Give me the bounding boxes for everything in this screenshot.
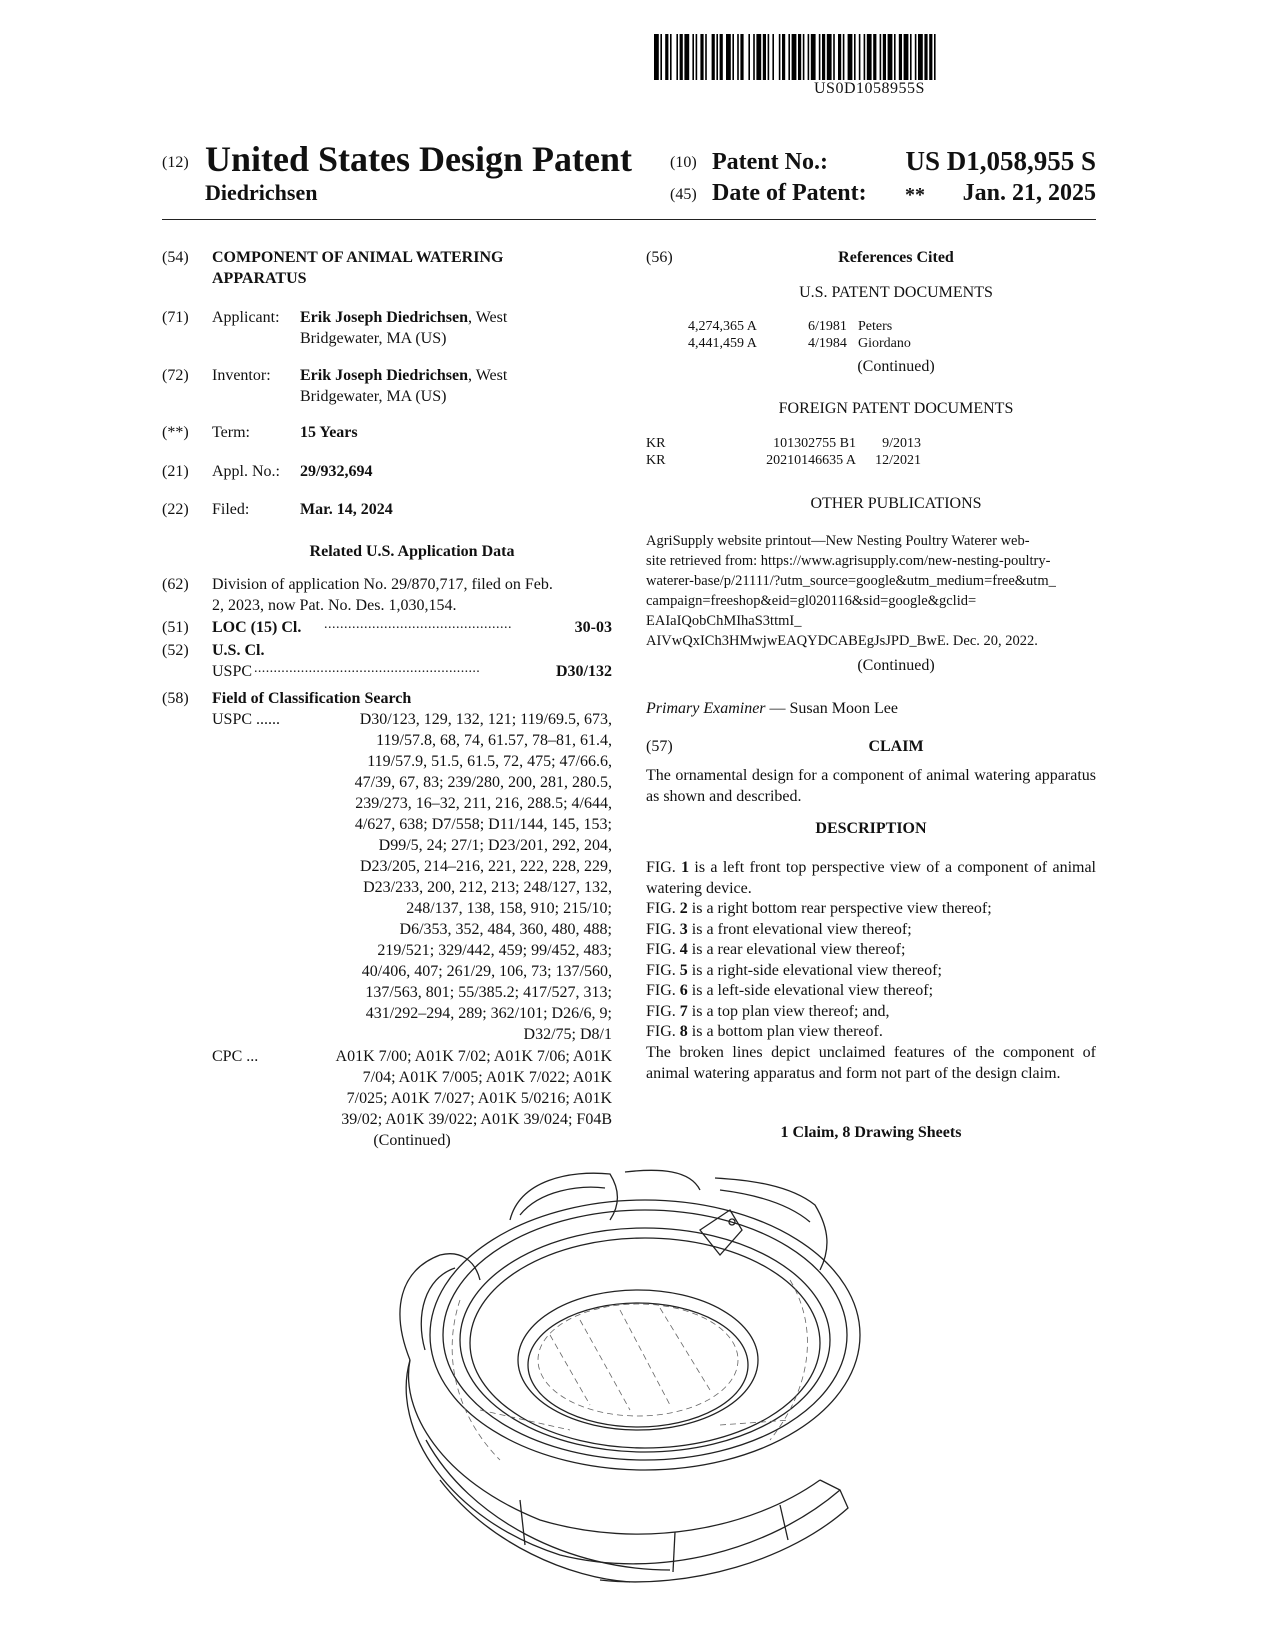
inventor-location-1: , West bbox=[468, 367, 508, 384]
uscl-code: (52) bbox=[162, 642, 189, 659]
class-line: 47/39, 67, 83; 239/280, 200, 281, 280.5, bbox=[354, 774, 612, 791]
other-pub-line: AIVwQxICh3HMwjwEAQYDCABEgJsJPD_BwE. Dec. 20, 2022. bbox=[646, 633, 1038, 649]
class-line: 39/02; A01K 39/022; A01K 39/024; F04B bbox=[341, 1111, 612, 1128]
field-uspc-classes bbox=[282, 709, 612, 1045]
inventor bbox=[300, 365, 620, 407]
division-code: (62) bbox=[162, 576, 189, 593]
class-line: A01K 7/00; A01K 7/02; A01K 7/06; A01K bbox=[335, 1048, 612, 1065]
loc-code: (51) bbox=[162, 619, 189, 636]
foreign-doc-row bbox=[646, 435, 1006, 452]
foreign-doc-country: KR bbox=[646, 453, 666, 468]
figure-prefix: FIG. bbox=[646, 941, 680, 958]
other-pub-line: AgriSupply website printout—New Nesting Poultry Waterer web- bbox=[646, 533, 1030, 549]
figure-text: is a right-side elevational view thereof; bbox=[687, 961, 942, 979]
references-heading: References Cited bbox=[838, 249, 954, 266]
foreign-doc-number: 20210146635 A bbox=[766, 453, 856, 468]
class-line: 119/57.9, 51.5, 61.5, 72, 475; 47/66.6, bbox=[367, 753, 612, 770]
figure-description bbox=[646, 940, 1096, 961]
filed-label: Filed: bbox=[212, 501, 250, 518]
code-10: (10) bbox=[670, 154, 697, 171]
barcode bbox=[654, 34, 1096, 82]
figure-prefix: FIG. bbox=[646, 1023, 680, 1040]
inventor-name: Erik Joseph Diedrichsen bbox=[300, 367, 469, 384]
foreign-doc-date: 12/2021 bbox=[875, 453, 921, 468]
invention-title bbox=[212, 247, 503, 289]
uscl-label: U.S. Cl. bbox=[212, 642, 265, 659]
code-45: (45) bbox=[670, 186, 697, 203]
figure-prefix: FIG. bbox=[646, 920, 680, 938]
figure-description bbox=[646, 858, 1096, 899]
related-data-heading: Related U.S. Application Data bbox=[309, 543, 515, 560]
refs-code: (56) bbox=[646, 249, 673, 266]
loc-dots: ............................................... bbox=[324, 617, 512, 632]
division-line2: 2, 2023, now Pat. No. Des. 1,030,154. bbox=[212, 597, 457, 614]
class-line: 4/627, 638; D7/558; D11/144, 145, 153; bbox=[354, 816, 612, 833]
barcode-number: US0D1058955S bbox=[814, 80, 925, 97]
invention-title-line2: APPARATUS bbox=[212, 270, 307, 287]
us-doc-name: Giordano bbox=[858, 336, 911, 351]
figure-description bbox=[646, 1002, 1096, 1023]
class-line: D23/205, 214–216, 221, 222, 228, 229, bbox=[360, 858, 612, 875]
term-code: (**) bbox=[162, 424, 189, 441]
field-label: Field of Classification Search bbox=[212, 690, 412, 707]
figure-prefix: FIG. bbox=[646, 1002, 680, 1020]
us-doc-date: 4/1984 bbox=[808, 336, 847, 351]
figure-number: 7 bbox=[679, 1002, 688, 1020]
filed-date: Mar. 14, 2024 bbox=[300, 501, 393, 518]
us-doc-row bbox=[688, 318, 1048, 335]
us-doc-number: 4,274,365 A bbox=[688, 319, 757, 334]
patent-number: US D1,058,955 S bbox=[905, 146, 1096, 176]
title-code: (54) bbox=[162, 249, 189, 266]
figure-number: 1 bbox=[681, 859, 690, 876]
figure-number: 8 bbox=[679, 1023, 688, 1040]
class-line: 248/137, 138, 158, 910; 215/10; bbox=[406, 900, 612, 917]
code-12: (12) bbox=[162, 154, 189, 171]
loc-value: 30-03 bbox=[574, 619, 612, 636]
figure-descriptions bbox=[646, 858, 1096, 1043]
broken-lines-note: The broken lines depict unclaimed features of the component of animal watering apparatus and form not part of the design claim. bbox=[646, 1044, 1096, 1082]
foreign-docs-heading: FOREIGN PATENT DOCUMENTS bbox=[778, 400, 1014, 417]
figure-text: is a top plan view thereof; and, bbox=[687, 1002, 890, 1020]
primary-examiner bbox=[646, 698, 1096, 719]
patent-type-title: United States Design Patent bbox=[205, 139, 632, 179]
cpc-prefix: CPC ... bbox=[212, 1048, 259, 1065]
figure-description bbox=[646, 899, 1096, 920]
inventor-short: Diedrichsen bbox=[205, 180, 318, 205]
loc-label: LOC (15) Cl. bbox=[212, 619, 302, 636]
inventor-code: (72) bbox=[162, 367, 189, 384]
applicant-name: Erik Joseph Diedrichsen bbox=[300, 309, 469, 326]
figure-description bbox=[646, 1022, 1096, 1043]
term-label: Term: bbox=[212, 424, 250, 441]
figure-number: 3 bbox=[679, 920, 688, 938]
figure-number: 2 bbox=[679, 900, 688, 917]
field-uspc-prefix: USPC ...... bbox=[212, 711, 281, 728]
other-pub-line: site retrieved from: https://www.agrisupply.com/new-nesting-poultry- bbox=[646, 553, 1051, 569]
description-heading: DESCRIPTION bbox=[815, 820, 927, 837]
other-pub-line: EAIaIQobChMIhaS3ttmI_ bbox=[646, 613, 802, 629]
other-pub-line: campaign=freeshop&eid=gl020116&sid=google&gclid= bbox=[646, 593, 977, 609]
class-line: 7/04; A01K 7/005; A01K 7/022; A01K bbox=[362, 1069, 612, 1086]
filed-code: (22) bbox=[162, 501, 189, 518]
inventor-label: Inventor: bbox=[212, 367, 271, 384]
uspc-dots: .......................................................... bbox=[254, 661, 481, 676]
figure-text: is a bottom plan view thereof. bbox=[687, 1023, 883, 1040]
applicant-code: (71) bbox=[162, 309, 189, 326]
us-docs-list bbox=[688, 318, 1048, 352]
header-rule bbox=[162, 219, 1096, 220]
uspc-value: D30/132 bbox=[556, 663, 612, 680]
examiner-name: Susan Moon Lee bbox=[789, 700, 898, 717]
other-pubs-continued: (Continued) bbox=[857, 657, 935, 674]
figure-description bbox=[646, 920, 1096, 941]
figure-description bbox=[646, 961, 1096, 982]
us-docs-heading: U.S. PATENT DOCUMENTS bbox=[799, 284, 993, 301]
class-line: D6/353, 352, 484, 360, 480, 488; bbox=[399, 921, 612, 938]
invention-title-line1: COMPONENT OF ANIMAL WATERING bbox=[212, 249, 504, 266]
date-of-patent: Jan. 21, 2025 bbox=[962, 180, 1096, 206]
figure-number: 5 bbox=[679, 961, 688, 979]
claims-summary: 1 Claim, 8 Drawing Sheets bbox=[780, 1124, 962, 1141]
figure-description bbox=[646, 981, 1096, 1002]
foreign-doc-number: 101302755 B1 bbox=[773, 436, 856, 451]
class-line: D32/75; D8/1 bbox=[523, 1026, 612, 1043]
figure-text: is a right bottom rear perspective view thereof; bbox=[687, 900, 992, 917]
left-continued: (Continued) bbox=[373, 1132, 451, 1149]
applicant-location-2: Bridgewater, MA (US) bbox=[300, 330, 447, 347]
date-mark: ** bbox=[905, 184, 925, 206]
field-code: (58) bbox=[162, 690, 189, 707]
figure-text: is a front elevational view thereof; bbox=[687, 920, 912, 938]
date-label: Date of Patent: bbox=[712, 180, 867, 206]
class-line: 219/521; 329/442, 459; 99/452, 483; bbox=[377, 942, 612, 959]
figure-prefix: FIG. bbox=[646, 900, 680, 917]
us-doc-date: 6/1981 bbox=[808, 319, 847, 334]
division bbox=[212, 574, 612, 616]
applicant-label: Applicant: bbox=[212, 309, 280, 326]
claim-text: The ornamental design for a component of animal watering apparatus as shown and described. bbox=[646, 767, 1096, 805]
applicant-location-1: , West bbox=[468, 309, 508, 326]
class-line: 119/57.8, 68, 74, 61.57, 78–81, 61.4, bbox=[376, 732, 612, 749]
figure-prefix: FIG. bbox=[646, 982, 680, 999]
figure-text: is a left-side elevational view thereof; bbox=[687, 982, 934, 999]
class-line: 137/563, 801; 55/385.2; 417/527, 313; bbox=[365, 984, 612, 1001]
division-line1: Division of application No. 29/870,717, filed on Feb. bbox=[212, 576, 553, 593]
examiner-separator: — bbox=[765, 700, 790, 717]
class-line: D30/123, 129, 132, 121; 119/69.5, 673, bbox=[359, 711, 612, 728]
appl-code: (21) bbox=[162, 463, 189, 480]
class-line: 431/292–294, 289; 362/101; D26/6, 9; bbox=[365, 1005, 612, 1022]
claim-code: (57) bbox=[646, 738, 673, 755]
figure-number: 6 bbox=[679, 982, 688, 999]
us-doc-name: Peters bbox=[858, 319, 893, 334]
other-pubs-heading: OTHER PUBLICATIONS bbox=[810, 495, 982, 512]
foreign-doc-row bbox=[646, 452, 1006, 469]
figure-text: is a left front top perspective view of a component of animal watering device. bbox=[646, 859, 1097, 897]
foreign-docs-list bbox=[646, 435, 1006, 469]
patent-no-label: Patent No.: bbox=[712, 149, 828, 175]
appl-number: 29/932,694 bbox=[300, 463, 373, 480]
foreign-doc-date: 9/2013 bbox=[882, 436, 921, 451]
cpc-classes bbox=[272, 1046, 612, 1130]
uspc-label: USPC bbox=[212, 663, 253, 680]
other-pubs-text bbox=[646, 531, 1096, 651]
us-doc-number: 4,441,459 A bbox=[688, 336, 757, 351]
term-value: 15 Years bbox=[300, 424, 358, 441]
claim-heading: CLAIM bbox=[868, 738, 924, 755]
examiner-label: Primary Examiner bbox=[646, 700, 766, 717]
other-pub-line: waterer-base/p/21111/?utm_source=google&utm_medium=free&utm_ bbox=[646, 573, 1056, 589]
class-line: D99/5, 24; 27/1; D23/201, 292, 204, bbox=[378, 837, 612, 854]
foreign-doc-country: KR bbox=[646, 436, 666, 451]
class-line: D23/233, 200, 212, 213; 248/127, 132, bbox=[363, 879, 612, 896]
figure-1-drawing bbox=[370, 1160, 890, 1600]
figure-prefix: FIG. bbox=[646, 859, 682, 876]
figure-text: is a rear elevational view thereof; bbox=[687, 941, 906, 958]
class-line: 7/025; A01K 7/027; A01K 5/0216; A01K bbox=[346, 1090, 612, 1107]
figure-prefix: FIG. bbox=[646, 961, 680, 979]
class-line: 239/273, 16–32, 211, 216, 288.5; 4/644, bbox=[355, 795, 612, 812]
applicant bbox=[300, 307, 620, 349]
us-docs-continued: (Continued) bbox=[857, 358, 935, 375]
appl-label: Appl. No.: bbox=[212, 463, 280, 480]
figure-number: 4 bbox=[679, 941, 688, 958]
class-line: 40/406, 407; 261/29, 106, 73; 137/560, bbox=[361, 963, 612, 980]
us-doc-row bbox=[688, 335, 1048, 352]
inventor-location-2: Bridgewater, MA (US) bbox=[300, 388, 447, 405]
